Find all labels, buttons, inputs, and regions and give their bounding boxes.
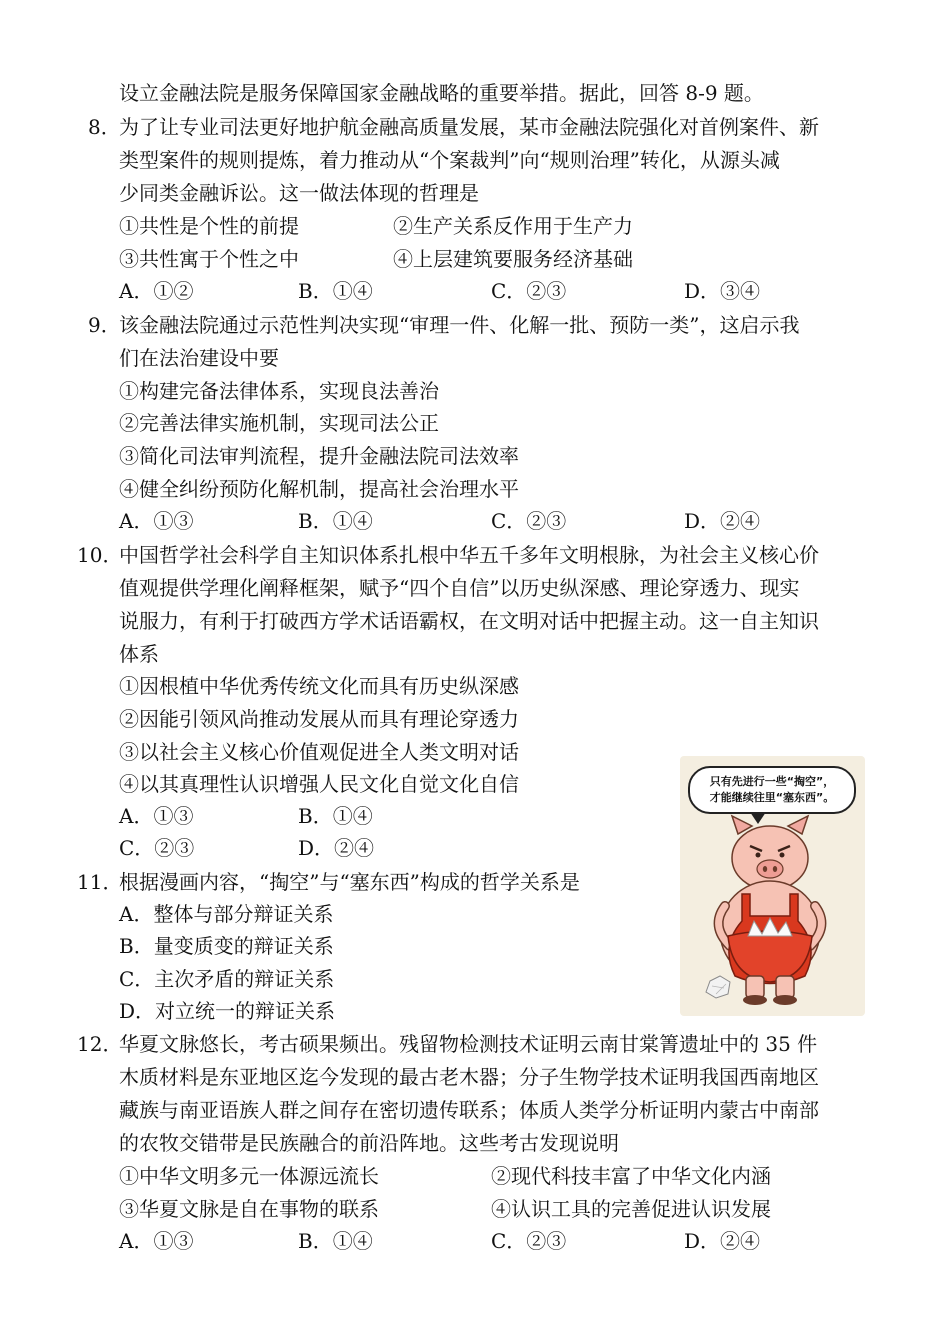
question-stem-line: 们在法治建设中要 <box>119 346 279 370</box>
speech-bubble-line: 只有先进行一些“掏空”， <box>709 775 835 788</box>
answer-choice-c[interactable]: C．②③ <box>491 279 567 303</box>
statement-item: ①因根植中华优秀传统文化而具有历史纵深感 <box>119 674 519 698</box>
pig-illustration <box>680 756 865 1016</box>
statement-item: ④健全纠纷预防化解机制，提高社会治理水平 <box>119 477 519 501</box>
answer-choice-a[interactable]: A．①③ <box>119 804 194 828</box>
statement-item: ①构建完备法律体系，实现良法善治 <box>119 379 439 403</box>
answer-choice-d[interactable]: D．②④ <box>298 836 375 860</box>
statement-item: ④上层建筑要服务经济基础 <box>393 247 633 271</box>
answer-choice-d[interactable]: D．③④ <box>684 279 761 303</box>
statement-item: ③简化司法审判流程，提升金融法院司法效率 <box>119 444 519 468</box>
question-stem-line: 根据漫画内容，“掏空”与“塞东西”构成的哲学关系是 <box>119 870 580 894</box>
question-stem-line: 类型案件的规则提炼，着力推动从“个案裁判”向“规则治理”转化，从源头减 <box>119 148 780 172</box>
speech-bubble-line: 才能继续往里“塞东西”。 <box>709 791 835 804</box>
question-number: 11． <box>77 870 123 894</box>
statement-item: ③华夏文脉是自在事物的联系 <box>119 1197 379 1221</box>
answer-choice-b[interactable]: B．①④ <box>298 1229 373 1253</box>
statement-item: ④认识工具的完善促进认识发展 <box>491 1197 771 1221</box>
answer-choice-a[interactable]: A．整体与部分辩证关系 <box>119 902 334 926</box>
pig-cartoon <box>680 756 865 1016</box>
statement-item: ③共性寓于个性之中 <box>119 247 299 271</box>
answer-choice-c[interactable]: C．②③ <box>491 1229 567 1253</box>
question-number: 10． <box>77 543 123 567</box>
answer-choice-a[interactable]: A．①③ <box>119 1229 194 1253</box>
answer-choice-d[interactable]: D．对立统一的辩证关系 <box>119 999 336 1023</box>
section-intro: 设立金融法院是服务保障国家金融战略的重要举措。据此，回答 8-9 题。 <box>119 81 764 105</box>
statement-item: ②生产关系反作用于生产力 <box>393 214 633 238</box>
answer-choice-b[interactable]: B．①④ <box>298 804 373 828</box>
statement-item: ③以社会主义核心价值观促进全人类文明对话 <box>119 740 519 764</box>
question-stem-line: 华夏文脉悠长，考古硕果频出。残留物检测技术证明云南甘棠箐遗址中的 35 件 <box>119 1032 818 1056</box>
question-number: 12． <box>77 1032 123 1056</box>
answer-choice-c[interactable]: C．②③ <box>491 509 567 533</box>
statement-item: ②完善法律实施机制，实现司法公正 <box>119 411 439 435</box>
answer-choice-c[interactable]: C．主次矛盾的辩证关系 <box>119 967 335 991</box>
statement-item: ④以其真理性认识增强人民文化自觉文化自信 <box>119 772 519 796</box>
question-stem-line: 值观提供学理化阐释框架，赋予“四个自信”以历史纵深感、理论穿透力、现实 <box>119 576 800 600</box>
question-stem-line: 的农牧交错带是民族融合的前沿阵地。这些考古发现说明 <box>119 1131 619 1155</box>
answer-choice-b[interactable]: B．①④ <box>298 509 373 533</box>
question-stem-line: 中国哲学社会科学自主知识体系扎根中华五千多年文明根脉，为社会主义核心价 <box>119 543 819 567</box>
statement-item: ②现代科技丰富了中华文化内涵 <box>491 1164 771 1188</box>
statement-item: ①中华文明多元一体源远流长 <box>119 1164 379 1188</box>
question-stem-line: 藏族与南亚语族人群之间存在密切遗传联系；体质人类学分析证明内蒙古中南部 <box>119 1098 819 1122</box>
answer-choice-a[interactable]: A．①③ <box>119 509 194 533</box>
answer-choice-d[interactable]: D．②④ <box>684 509 761 533</box>
answer-choice-d[interactable]: D．②④ <box>684 1229 761 1253</box>
statement-item: ①共性是个性的前提 <box>119 214 299 238</box>
question-stem-line: 木质材料是东亚地区迄今发现的最古老木器；分子生物学技术证明我国西南地区 <box>119 1065 819 1089</box>
question-number: 9． <box>88 313 121 337</box>
answer-choice-a[interactable]: A．①② <box>119 279 194 303</box>
answer-choice-b[interactable]: B．量变质变的辩证关系 <box>119 934 334 958</box>
question-stem-line: 该金融法院通过示范性判决实现“审理一件、化解一批、预防一类”，这启示我 <box>119 313 800 337</box>
answer-choice-c[interactable]: C．②③ <box>119 836 195 860</box>
question-number: 8． <box>88 115 121 139</box>
answer-choice-b[interactable]: B．①④ <box>298 279 373 303</box>
statement-item: ②因能引领风尚推动发展从而具有理论穿透力 <box>119 707 519 731</box>
question-stem-line: 为了让专业司法更好地护航金融高质量发展，某市金融法院强化对首例案件、新 <box>119 115 819 139</box>
question-stem-line: 少同类金融诉讼。这一做法体现的哲理是 <box>119 181 479 205</box>
question-stem-line: 说服力，有利于打破西方学术话语霸权，在文明对话中把握主动。这一自主知识 <box>119 609 819 633</box>
question-stem-line: 体系 <box>119 642 159 666</box>
